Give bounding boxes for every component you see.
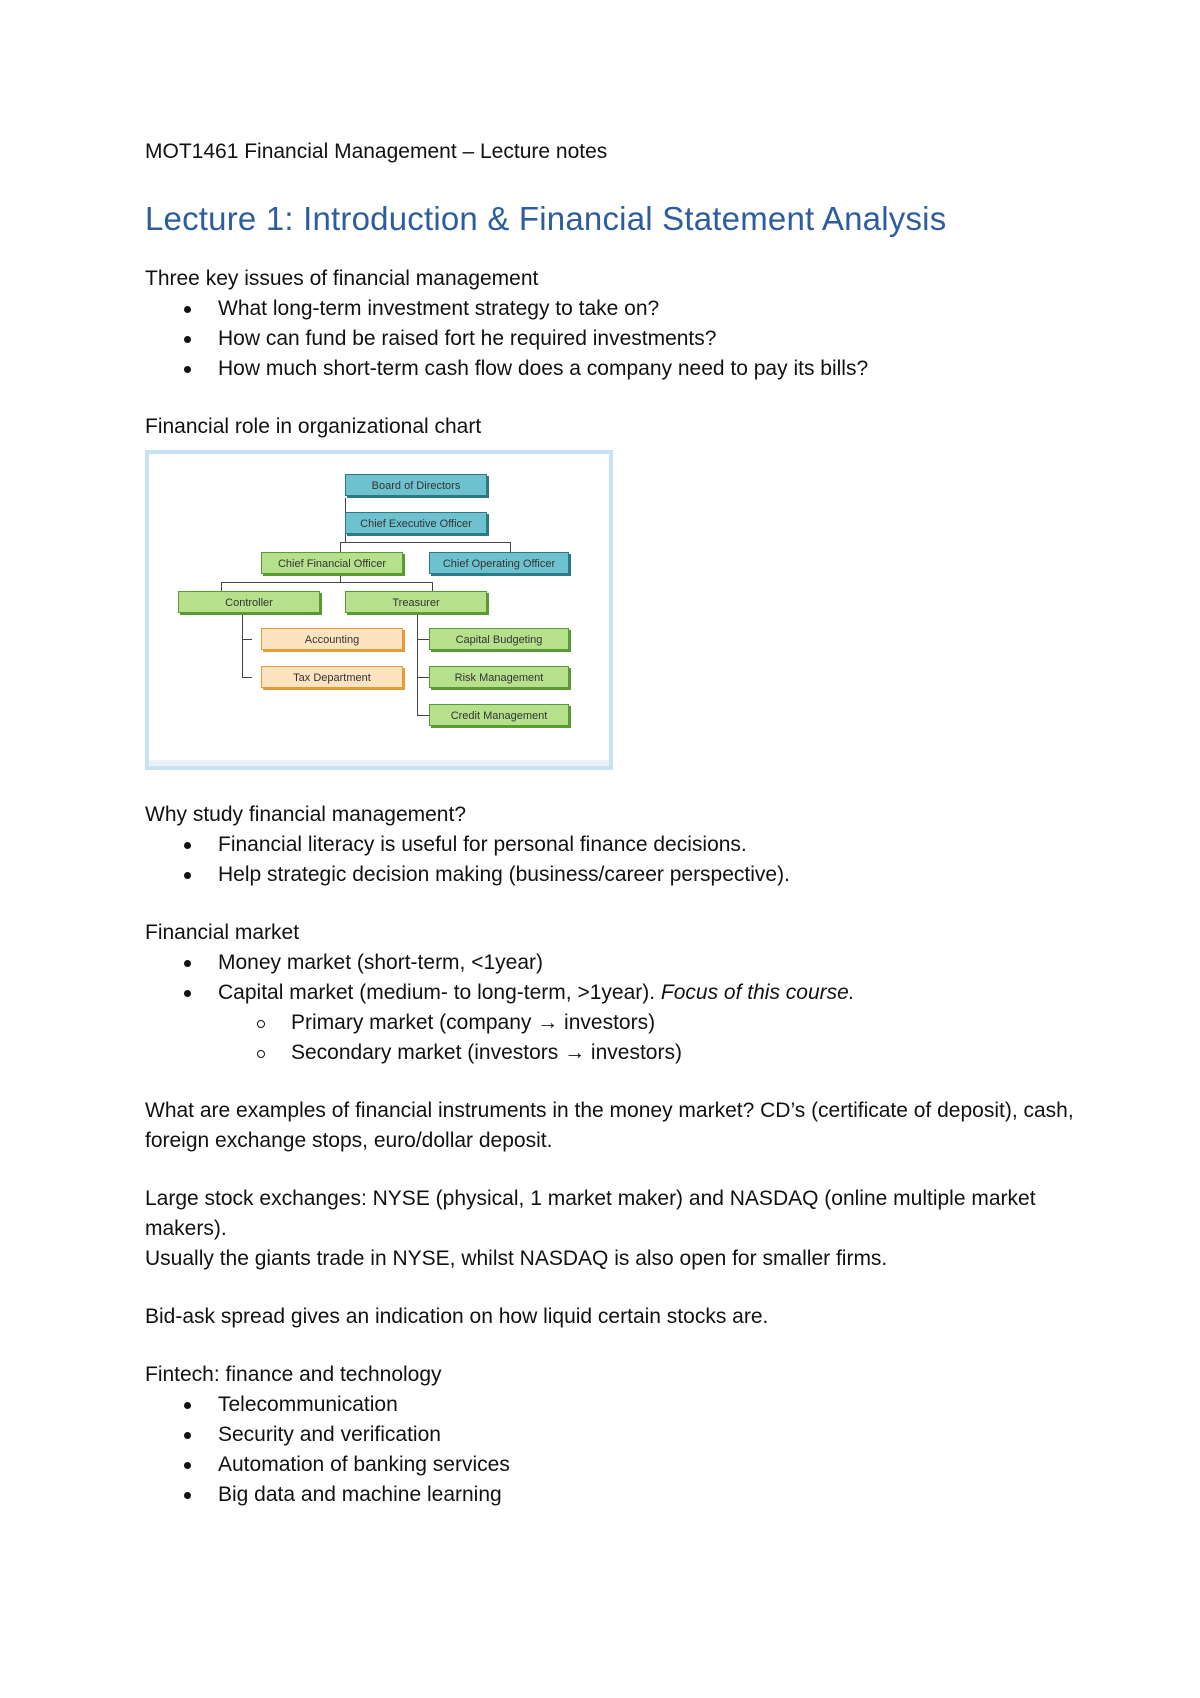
list-item: Help strategic decision making (business/career perspective).: [145, 860, 1075, 890]
connector-line: [340, 574, 341, 582]
connector-line: [242, 613, 243, 677]
giants-text: Usually the giants trade in NYSE, whilst NASDAQ is also open for smaller firms.: [145, 1247, 888, 1270]
capital-market-text: Capital market (medium- to long-term, >1year).: [218, 981, 661, 1004]
fintech-heading: Fintech: finance and technology: [145, 1363, 442, 1386]
capital-market-sublist: [145, 1008, 1075, 1068]
bid-ask-text: Bid-ask spread gives an indication on how liquid certain stocks are.: [145, 1305, 769, 1328]
financial-market-heading: Financial market: [145, 921, 300, 944]
org-node-coo: Chief Operating Officer: [429, 552, 569, 574]
org-node-tax: Tax Department: [261, 666, 403, 688]
list-item: Big data and machine learning: [145, 1480, 1075, 1510]
list-item: Financial literacy is useful for personal finance decisions.: [145, 830, 1075, 860]
org-chart-figure: [145, 450, 613, 770]
list-item: Automation of banking services: [145, 1450, 1075, 1480]
connector-line: [417, 613, 418, 715]
connector-line: [340, 542, 510, 543]
key-issues-list: [145, 294, 1075, 384]
key-issues-heading: Three key issues of financial management: [145, 267, 539, 290]
chart-floor: [149, 760, 609, 766]
org-node-controller: Controller: [178, 591, 320, 613]
connector-line: [221, 582, 222, 591]
financial-market-list: [145, 948, 1075, 1008]
list-item: [145, 978, 1075, 1008]
why-study-list: [145, 830, 1075, 890]
document-title: MOT1461 Financial Management – Lecture notes: [145, 140, 608, 163]
list-item: Money market (short-term, <1year): [145, 948, 1075, 978]
connector-line: [340, 542, 341, 552]
why-study-heading: Why study financial management?: [145, 803, 466, 826]
org-node-risk-management: Risk Management: [429, 666, 569, 688]
org-node-treasurer: Treasurer: [345, 591, 487, 613]
lecture-heading: Lecture 1: Introduction & Financial Statement Analysis: [145, 200, 947, 237]
org-node-ceo: Chief Executive Officer: [345, 512, 487, 534]
org-node-accounting: Accounting: [261, 628, 403, 650]
org-node-cfo: Chief Financial Officer: [261, 552, 403, 574]
org-chart-heading: Financial role in organizational chart: [145, 415, 482, 438]
list-item: Security and verification: [145, 1420, 1075, 1450]
connector-line: [510, 542, 511, 552]
sub-list-item: Primary market (company → investors): [145, 1008, 1075, 1038]
connector-line: [221, 582, 432, 583]
org-node-capital-budgeting: Capital Budgeting: [429, 628, 569, 650]
money-market-examples: What are examples of financial instruments in the money market? CD’s (certificate of deposit), cash, foreign exchange stops, euro/dollar deposit.: [145, 1099, 1074, 1152]
sub-list-item: Secondary market (investors → investors): [145, 1038, 1075, 1068]
connector-line: [345, 498, 346, 512]
connector-line: [345, 534, 346, 542]
connector-line: [417, 639, 429, 640]
stock-exchanges-text: Large stock exchanges: NYSE (physical, 1 market maker) and NASDAQ (online multiple market makers).: [145, 1187, 1036, 1240]
connector-line: [242, 677, 252, 678]
connector-line: [417, 677, 429, 678]
org-node-board: Board of Directors: [345, 474, 487, 496]
list-item: How much short-term cash flow does a company need to pay its bills?: [145, 354, 1075, 384]
org-node-credit-management: Credit Management: [429, 704, 569, 726]
connector-line: [432, 582, 433, 591]
connector-line: [417, 715, 429, 716]
list-item: What long-term investment strategy to take on?: [145, 294, 1075, 324]
list-item: Telecommunication: [145, 1390, 1075, 1420]
fintech-list: [145, 1390, 1075, 1510]
list-item: How can fund be raised fort he required investments?: [145, 324, 1075, 354]
course-focus-note: Focus of this course.: [660, 981, 855, 1004]
connector-line: [242, 639, 252, 640]
document-page: [145, 140, 1075, 1510]
